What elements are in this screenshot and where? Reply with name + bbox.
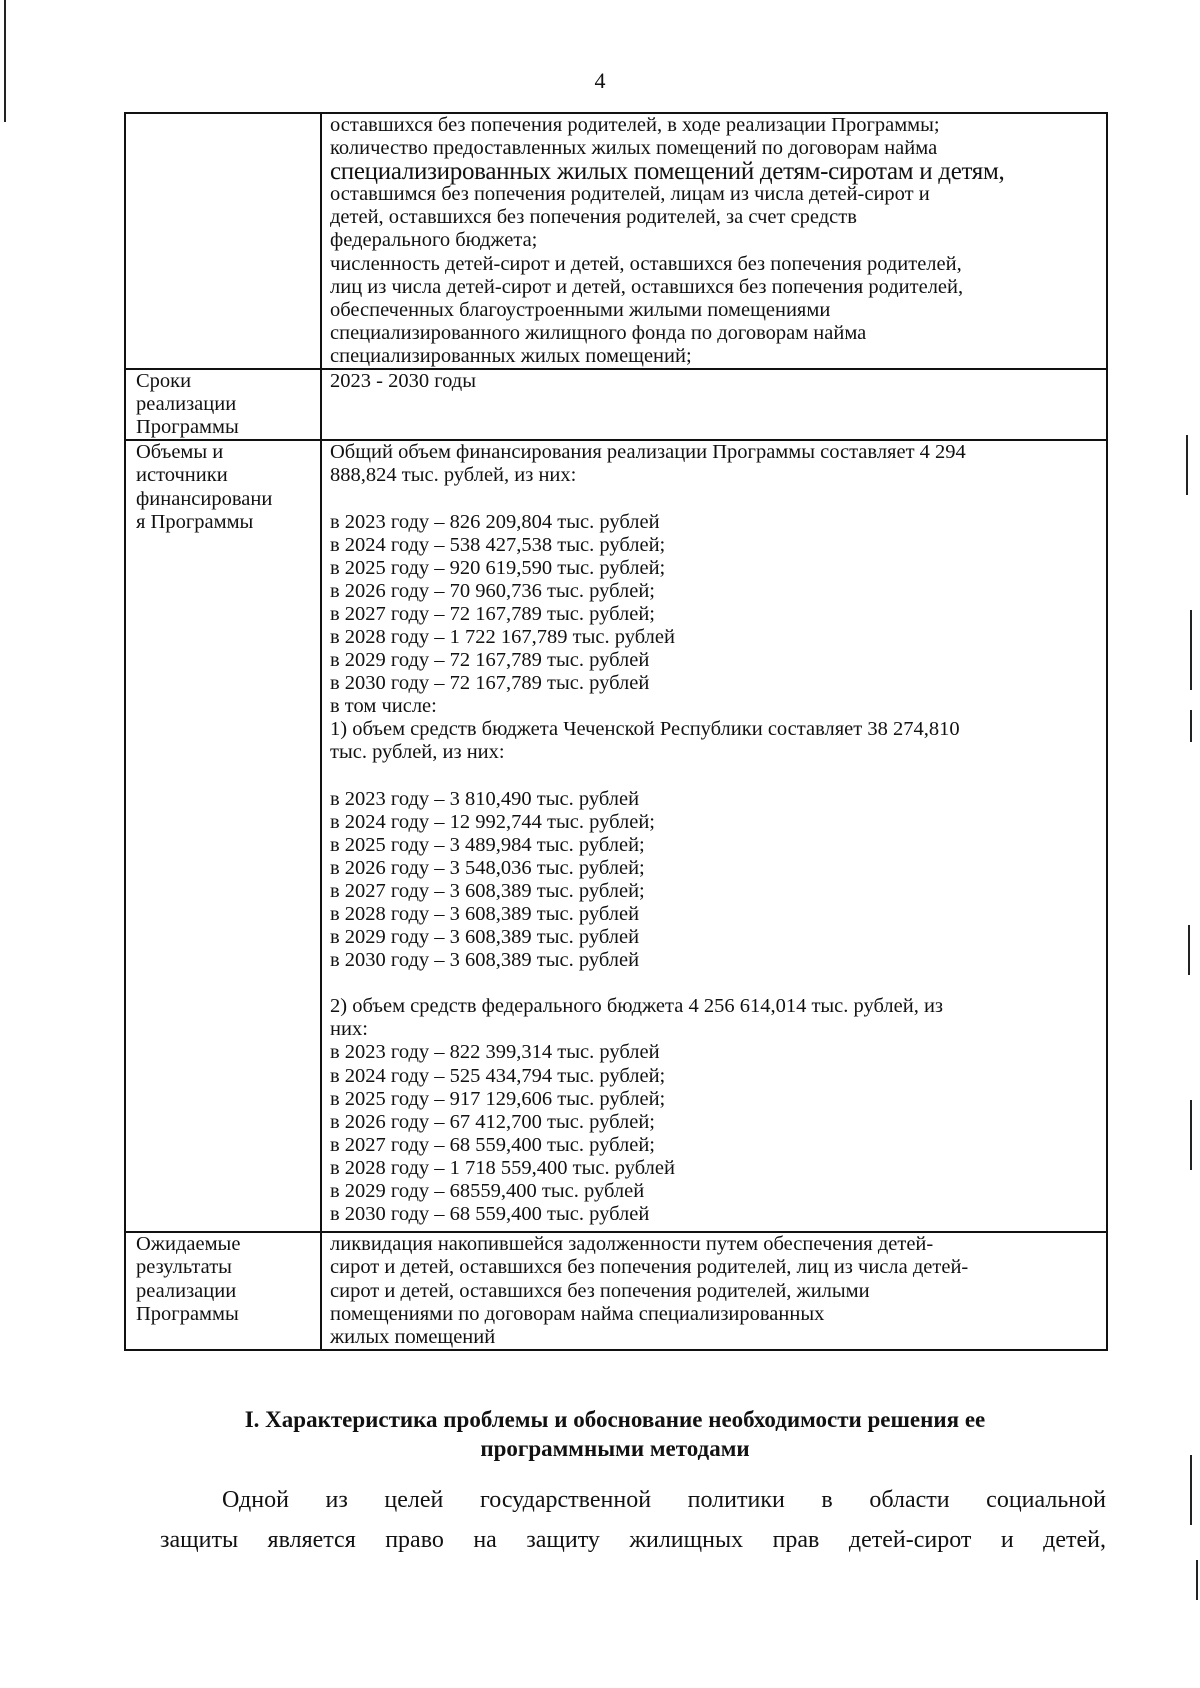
cell-text-line: в 2029 году – 72 167,789 тыс. рублей xyxy=(330,649,650,672)
cell-text-line: в 2028 году – 1 722 167,789 тыс. рублей xyxy=(330,625,675,648)
cell-text-line: в 2030 году – 3 608,389 тыс. рублей xyxy=(330,949,640,972)
cell-text-line: лиц из числа детей-сирот и детей, оставшихся без попечения родителей, xyxy=(330,275,964,298)
cell-label-line: источники xyxy=(136,464,228,487)
page-number: 4 xyxy=(594,68,606,93)
cell-text-line: обеспеченных благоустроенными жилыми помещениями xyxy=(330,298,831,321)
row-content-cell xyxy=(321,113,1107,369)
body-paragraph xyxy=(160,1480,1106,1560)
cell-label-line: Ожидаемые xyxy=(136,1233,241,1256)
cell-text-line: в 2028 году – 1 718 559,400 тыс. рублей xyxy=(330,1156,675,1179)
cell-text-line: ликвидация накопившейся задолженности путем обеспечения детей- xyxy=(330,1233,934,1256)
scan-artifact xyxy=(1190,610,1192,690)
period-label-cell xyxy=(125,369,321,440)
cell-label-line: финансировани xyxy=(136,487,273,510)
cell-text-line: 2023 - 2030 годы xyxy=(330,370,476,393)
cell-text-line: в 2028 году – 3 608,389 тыс. рублей xyxy=(330,903,640,925)
cell-text-line: них: xyxy=(330,1018,368,1041)
cell-text-line: в 2025 году – 917 129,606 тыс. рублей; xyxy=(330,1087,666,1110)
cell-text-line: жилых помещений xyxy=(330,1325,496,1348)
cell-text-line: в 2027 году – 68 559,400 тыс. рублей; xyxy=(330,1133,655,1156)
funding-label-cell xyxy=(125,440,321,1232)
cell-text-line: в 2029 году – 68559,400 тыс. рублей xyxy=(330,1180,645,1203)
cell-text-line: численность детей-сирот и детей, оставшихся без попечения родителей, xyxy=(330,252,962,275)
cell-label-line: Программы xyxy=(136,416,239,439)
cell-text-line: специализированных жилых помещений; xyxy=(330,344,692,367)
results-label-cell xyxy=(125,1232,321,1349)
cell-text-line: 1) объем средств бюджета Чеченской Республики составляет 38 274,810 xyxy=(330,718,960,741)
table-row xyxy=(125,369,1107,440)
scan-artifact xyxy=(1190,1100,1192,1170)
cell-text-line: Общий объем финансирования реализации Программы составляет 4 294 xyxy=(330,441,966,464)
cell-text-line: 888,824 тыс. рублей, из них: xyxy=(330,464,577,487)
cell-text-line: в 2025 году – 3 489,984 тыс. рублей; xyxy=(330,833,645,856)
table-row xyxy=(125,440,1107,1232)
paragraph-line: защиты является право на защиту жилищных прав детей-сирот и детей, xyxy=(160,1527,1106,1553)
blank-line xyxy=(330,765,1100,788)
program-passport-table xyxy=(124,112,1108,1351)
cell-text-line: 2) объем средств федерального бюджета 4 256 614,014 тыс. рублей, из xyxy=(330,995,944,1018)
cell-label-line: я Программы xyxy=(136,510,254,533)
table-row xyxy=(125,1232,1107,1349)
cell-text-line: детей, оставшихся без попечения родителей, за счет средств xyxy=(330,206,857,229)
cell-text-line: оставшихся без попечения родителей, в ходе реализации Программы; xyxy=(330,114,940,136)
cell-text-line: в 2023 году – 822 399,314 тыс. рублей xyxy=(330,1041,660,1064)
table-row xyxy=(125,113,1107,369)
cell-text-line: в 2023 году – 826 209,804 тыс. рублей xyxy=(330,510,660,533)
cell-text-line: в 2027 году – 3 608,389 тыс. рублей; xyxy=(330,879,645,902)
cell-text-line: тыс. рублей, из них: xyxy=(330,741,505,764)
cell-label-line: Объемы и xyxy=(136,441,224,464)
cell-text-line: сирот и детей, оставшихся без попечения родителей, жилыми xyxy=(330,1279,870,1302)
cell-text-line: сирот и детей, оставшихся без попечения родителей, лиц из числа детей- xyxy=(330,1256,969,1279)
cell-text-line: в 2024 году – 12 992,744 тыс. рублей; xyxy=(330,810,655,833)
cell-label-line: Программы xyxy=(136,1302,239,1325)
cell-text-line: в 2026 году – 3 548,036 тыс. рублей; xyxy=(330,856,645,879)
scan-artifact xyxy=(1188,925,1190,975)
cell-text-line: федерального бюджета; xyxy=(330,229,538,252)
scan-artifact xyxy=(4,0,6,122)
scan-artifact xyxy=(1186,435,1188,495)
cell-text-line: количество предоставленных жилых помещений по договорам найма xyxy=(330,137,938,160)
cell-label-line: реализации xyxy=(136,393,237,416)
cell-text-line: в 2027 году – 72 167,789 тыс. рублей; xyxy=(330,602,655,625)
cell-label-line: результаты xyxy=(136,1256,232,1279)
scan-artifact xyxy=(1190,710,1192,742)
blank-line xyxy=(330,972,1100,995)
cell-text-line: в 2030 году – 68 559,400 тыс. рублей xyxy=(330,1203,650,1226)
scan-artifact xyxy=(1196,1560,1198,1600)
cell-text-line: в 2026 году – 70 960,736 тыс. рублей; xyxy=(330,579,655,602)
cell-text-line: в 2029 году – 3 608,389 тыс. рублей xyxy=(330,926,640,949)
cell-label-line: Сроки xyxy=(136,370,192,393)
row-label-cell xyxy=(125,113,321,369)
section-heading-line: I. Характеристика проблемы и обоснование необходимости решения ее xyxy=(244,1407,986,1432)
period-content-cell xyxy=(321,369,1107,440)
results-content-cell xyxy=(321,1232,1107,1349)
cell-text-line: в 2024 году – 538 427,538 тыс. рублей; xyxy=(330,533,666,556)
cell-text-line: специализированного жилищного фонда по договорам найма xyxy=(330,321,867,344)
blank-line xyxy=(330,488,1100,511)
cell-text-line: помещениями по договорам найма специализированных xyxy=(330,1302,825,1325)
cell-text-line: специализированных жилых помещений детям-сиротам и детям, xyxy=(330,158,1005,186)
cell-text-line: оставшимся без попечения родителей, лицам из числа детей-сирот и xyxy=(330,183,930,206)
scan-artifact xyxy=(1190,1455,1192,1525)
section-heading xyxy=(120,1405,1110,1463)
section-heading-line: программными методами xyxy=(480,1436,750,1461)
cell-text-line: в 2025 году – 920 619,590 тыс. рублей; xyxy=(330,556,666,579)
cell-text-line: в 2024 году – 525 434,794 тыс. рублей; xyxy=(330,1064,666,1087)
cell-label-line: реализации xyxy=(136,1279,237,1302)
cell-text-line: в 2030 году – 72 167,789 тыс. рублей xyxy=(330,672,650,695)
cell-text-line: в 2023 году – 3 810,490 тыс. рублей xyxy=(330,787,640,810)
cell-text-line: в том числе: xyxy=(330,695,437,718)
cell-text-line: в 2026 году – 67 412,700 тыс. рублей; xyxy=(330,1110,655,1133)
paragraph-line: Одной из целей государственной политики в области социальной xyxy=(222,1487,1106,1513)
funding-content-cell xyxy=(321,440,1107,1232)
